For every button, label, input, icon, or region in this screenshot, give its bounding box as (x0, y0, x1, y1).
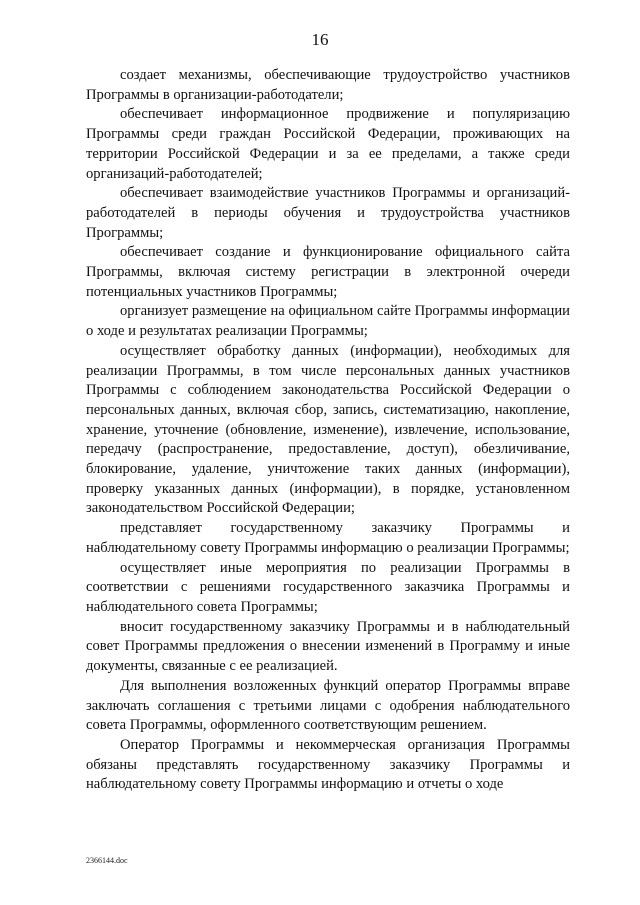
paragraph: обеспечивает информационное продвижение и популяризацию Программы среди граждан Российской Федерации, проживающих на территории Российской Федерации и за ее пределами, а также среди организаций-работодателей; (86, 106, 570, 182)
footer-filename: 2366144.doc (86, 856, 128, 865)
paragraph: организует размещение на официальном сайте Программы информации о ходе и результатах реализации Программы; (86, 303, 570, 340)
page-number: 16 (311, 30, 329, 49)
paragraph: вносит государственному заказчику Программы и в наблюдательный совет Программы предложения о внесении изменений в Программу и иные документы, связанные с ее реализацией. (86, 618, 570, 675)
paragraph: Оператор Программы и некоммерческая организация Программы обязаны представлять государственному заказчику Программы и наблюдательному совету Программы информацию и отчеты о ходе (86, 736, 570, 793)
paragraph: создает механизмы, обеспечивающие трудоустройство участников Программы в организации-работодатели; (86, 67, 570, 103)
paragraph: обеспечивает взаимодействие участников Программы и организаций-работодателей в периоды обучения и трудоустройства участников Программы; (86, 185, 570, 241)
document-body (86, 66, 570, 795)
paragraph: представляет государственному заказчику Программы и наблюдательному совету Программы информацию о реализации Программы; (86, 520, 570, 556)
paragraph: осуществляет иные мероприятия по реализации Программы в соответствии с решениями государственного заказчика Программы и наблюдательного совета Программы; (86, 559, 570, 615)
paragraph: Для выполнения возложенных функций оператор Программы вправе заключать соглашения с третьими лицами с одобрения наблюдательного совета Программы, оформленного соответствующим решением. (86, 677, 570, 734)
paragraph: обеспечивает создание и функционирование официального сайта Программы, включая систему регистрации в электронной очереди потенциальных участников Программы; (86, 244, 570, 300)
paragraph: осуществляет обработку данных (информации), необходимых для реализации Программы, в том числе персональных данных участников Программы с соблюдением законодательства Российской Федерации о персональных данных, включая сбор, запись, систематизацию, накопление, хранение, уточнение (обновление, изменение), извлечение, использование, передачу (распространение, предоставление, доступ), обезличивание, блокирование, удаление, уничтожение таких данных (информации), проверку указанных данных (информации), в порядке, установленном законодательством Российской Федерации; (86, 342, 570, 517)
